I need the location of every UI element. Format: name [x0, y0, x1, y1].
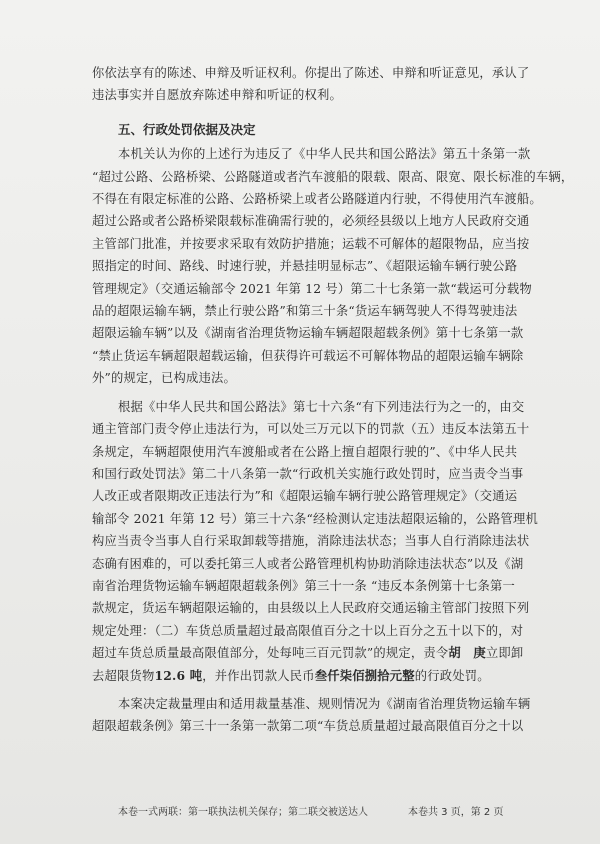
text-line: 构应当责令当事人自行采取卸载等措施，消除违法状态；当事人自行消除违法状 [92, 534, 530, 549]
text-segment: 的行政处罚。 [414, 668, 490, 683]
party-name: 胡 庚 [448, 645, 486, 661]
paragraph-rights [92, 62, 540, 107]
text-line: 超过公路或者公路桥梁限载标准确需行驶的，必须经县级以上地方人民政府交通 [92, 214, 530, 229]
text-line: 不得在有限定标准的公路、公路桥梁上或者公路隧道内行驶，不得使用汽车渡船。 [92, 192, 542, 207]
text-line: 管理规定》（交通运输部令 2021 年第 12 号）第二十七条第一款“载运可分载物 [92, 281, 532, 296]
text-line: 和国行政处罚法》第二十八条第一款“行政机关实施行政处罚时，应当责令当事 [92, 466, 524, 481]
text-line: 主管部门批准，并按要求采取有效防护措施；运载不可解体的超限物品，应当按 [92, 236, 530, 251]
text-line: 输部令 2021 年第 12 号）第三十六条“经检测认定违法超限运输的，公路管理机 [92, 511, 538, 526]
text-segment: 超过车货总质量最高限值部分，处每吨三百元罚款”的规定，责令 [92, 646, 449, 661]
footer-copies-note: 本卷一式两联：第一联执法机关保存；第二联交被送达人 [118, 807, 368, 818]
overload-weight: 12.6 吨 [154, 667, 203, 683]
paragraph-violation [92, 143, 574, 389]
text-segment: ，并作出罚款人民币 [202, 668, 315, 683]
text-line: 照指定的时间、路线、时速行驶，并悬挂明显标志”、《超限运输车辆行驶公路 [92, 259, 518, 274]
paragraph-penalty-basis [92, 396, 540, 687]
text-line: 人改正或者限期改正违法行为”和《超限运输车辆行驶公路管理规定》（交通运 [92, 489, 518, 504]
text-line: 南省治理货物运输车辆超限超载条例》第三十一条 “违反本条例第十七条第一 [92, 578, 515, 593]
text-line: 外”的规定，已构成违法。 [92, 371, 236, 386]
text-line: 违法事实并自愿放弃陈述申辩和听证的权利。 [92, 88, 342, 103]
fine-amount: 叁仟柒佰捌拾元整 [314, 667, 415, 683]
text-line: 根据《中华人民共和国公路法》第七十六条“有下列违法行为之一的，由交 [118, 399, 525, 414]
text-line: “禁止货运车辆超限超载运输，但获得许可载运不可解体物品的超限运输车辆除 [92, 348, 524, 363]
text-line: 品的超限运输车辆，禁止行驶公路”和第三十条“货运车辆驾驶人不得驾驶违法 [92, 304, 518, 319]
footer-page-number: 本卷共 3 页，第 2 页 [408, 807, 504, 818]
text-line: 款规定，货运车辆超限运输的，由县级以上人民政府交通运输主管部门按照下列 [92, 601, 530, 616]
text-line: “超过公路、公路桥梁、公路隧道或者汽车渡船的限载、限高、限宽、限长标准的车辆， [92, 169, 574, 184]
text-line: 条规定，车辆超限使用汽车渡船或者在公路上擅自超限行驶的”、《中华人民共 [92, 444, 518, 459]
text-line [92, 665, 540, 687]
page-footer [118, 803, 503, 818]
text-line: 规定处理：（二）车货总质量超过最高限值百分之十以上百分之五十以下的，对 [92, 623, 524, 638]
text-line: 超限运输车辆”以及《湖南省治理货物运输车辆超限超载条例》第十七条第一款 [92, 326, 524, 341]
text-line: 通主管部门责令停止违法行为，可以处三万元以下的罚款（五）违反本法第五十 [92, 422, 530, 437]
section-heading: 五、行政处罚依据及决定 [118, 121, 256, 137]
text-line [92, 642, 540, 664]
text-line: 本案决定裁量理由和适用裁量基准、规则情况为《湖南省治理货物运输车辆 [118, 696, 531, 711]
text-segment: 去超限货物 [92, 668, 155, 683]
text-line: 本机关认为你的上述行为违反了《中华人民共和国公路法》第五十条第一款 [118, 147, 531, 162]
text-segment: 立即卸 [485, 646, 524, 661]
text-line: 你依法享有的陈述、申辩及听证权利。你提出了陈述、申辩和听证意见，承认了 [92, 66, 530, 80]
text-line: 超限超载条例》第三十一条第一款第二项“车货总质量超过最高限值百分之十以 [92, 719, 524, 734]
paragraph-discretion [92, 693, 540, 738]
text-line: 态确有困难的，可以委托第三人或者公路管理机构协助消除违法状态”以及《湖 [92, 556, 524, 571]
